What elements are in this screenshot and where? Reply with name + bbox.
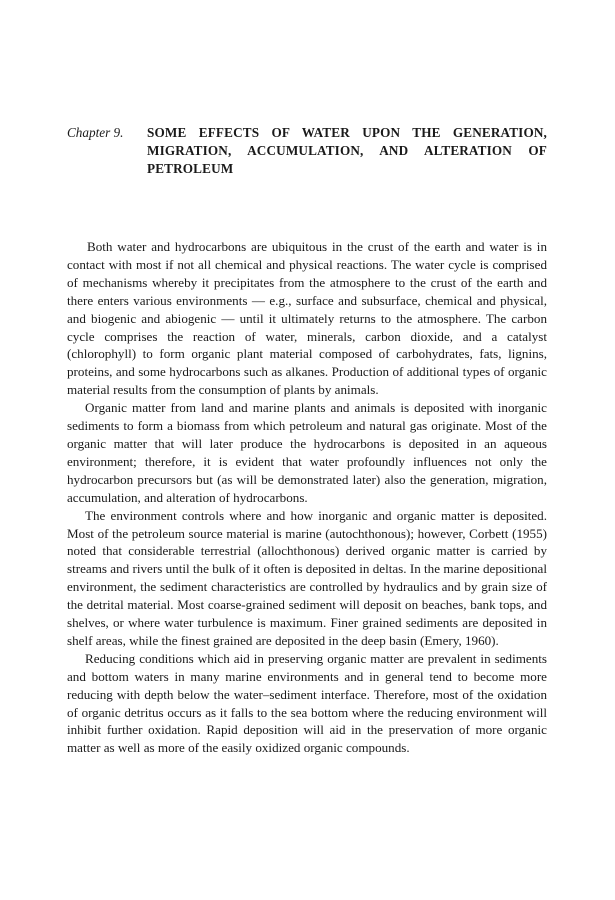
paragraph: Both water and hydrocarbons are ubiquitous in the crust of the earth and water is in contact with most if not all chemical and physical reactions. The water cycle is comprised of mechanisms whereby it precipitates from the atmosphere to the crust of the earth and there enters various environments — e.g., surface and subsurface, chemical and physical, and biogenic and abiogenic — until it ultimately returns to the atmosphere. The carbon cycle comprises the reaction of water, minerals, carbon dioxide, and a catalyst (chlorophyll) to form organic plant material composed of carbohydrates, fats, lignins, proteins, and some hydrocarbons such as alkanes. Production of additional types of organic material results from the consumption of plants by animals. xyxy=(67,239,547,398)
chapter-header xyxy=(67,124,547,178)
book-page xyxy=(67,124,547,757)
paragraph: The environment controls where and how inorganic and organic matter is deposited. Most of the petroleum source material is marine (autochthonous); however, Corbett (1955) noted that considerable terrestrial (allochthonous) derived organic matter is carried by streams and rivers until the bulk of it often is deposited in deltas. In the marine depositional environment, the sediment characteristics are controlled by hydraulics and by grain size of the detrital material. Most coarse-grained sediment will deposit on beaches, bank tops, and shelves, or where water turbulence is maximum. Finer grained sediments are deposited in shelf areas, while the finest grained are deposited in the deep basin (Emery, 1960). xyxy=(67,507,547,648)
paragraph: Organic matter from land and marine plants and animals is deposited with inorganic sediments to form a biomass from which petroleum and natural gas originate. Most of the organic matter that will later produce the hydrocarbons is deposited in an aqueous environment; therefore, it is evident that water profoundly influences not only the hydrocarbon precursors but (as will be demonstrated later) also the generation, migration, accumulation, and alteration of hydrocarbons. xyxy=(67,400,547,505)
chapter-title: SOME EFFECTS OF WATER UPON THE GENERATION, MIGRATION, ACCUMULATION, AND ALTERATION OF PETROLEUM xyxy=(147,125,547,176)
paragraph: Reducing conditions which aid in preserving organic matter are prevalent in sediments and bottom waters in many marine environments and in general tend to become more reducing with depth below the water–sediment interface. Therefore, most of the oxidation of organic detritus occurs as it falls to the sea bottom where the reducing environment will inhibit further oxidation. Rapid deposition will aid in the preservation of more organic matter as well as more of the easily oxidized organic compounds. xyxy=(67,650,547,756)
body-text xyxy=(67,238,547,757)
chapter-label: Chapter 9. xyxy=(67,125,124,140)
